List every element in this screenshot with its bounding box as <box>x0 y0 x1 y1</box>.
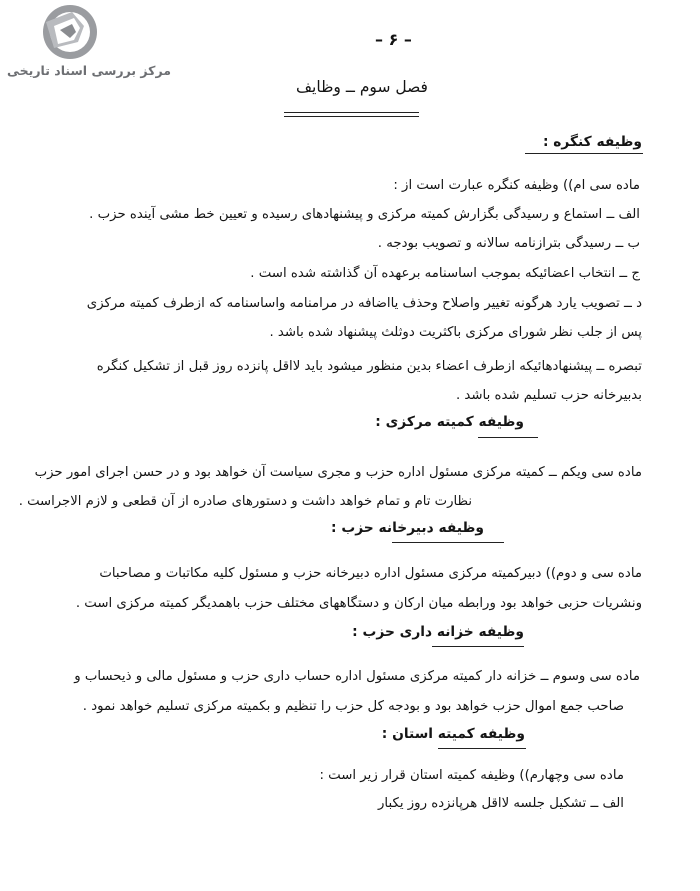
article-30-note: تبصره ــ پیشنهادهائیکه ازطرف اعضاء بدین منظور میشود باید لااقل پانزده روز قبل از تشکیل کنگره <box>96 359 642 374</box>
article-30-intro: ماده سی ام)) وظیفه کنگره عبارت است از : <box>393 178 640 193</box>
article-30-item-d: د ــ تصویب یارد هرگونه تغییر واصلاح وحذف یااضافه در مرامنامه واساسنامه که ازطرف کمیته مرکزی <box>86 296 642 311</box>
archive-center-logo-icon <box>32 2 102 62</box>
heading-underline <box>438 748 526 749</box>
article-30-item-a: الف ــ استماع و رسیدگی بگزارش کمیته مرکزی و پیشنهادهای رسیده و تعیین خط مشی آینده حزب . <box>89 207 640 222</box>
article-34-item-a: الف ــ تشکیل جلسه لااقل هرپانزده روز یکبار <box>377 796 624 811</box>
article-33-line-2: صاحب جمع اموال حزب خواهد بود و بودجه کل حزب را تنظیم و بکمیته مرکزی تسلیم خواهد نمود . <box>82 699 624 714</box>
article-34-intro: ماده سی وچهارم)) وظیفه کمیته استان قرار زیر است : <box>319 768 624 783</box>
section-heading-congress: وظیفه کنگره : <box>542 134 642 150</box>
heading-underline <box>432 646 524 647</box>
article-30-item-c: ج ــ انتخاب اعضائیکه بموجب اساسنامه برعهده آن گذاشته شده است . <box>250 266 640 281</box>
heading-underline <box>392 542 504 543</box>
archive-watermark-text: مرکز بررسی اسناد تاریخی <box>7 63 171 78</box>
article-33-line-1: ماده سی وسوم ــ خزانه دار کمیته مرکزی مسئول اداره حساب داری حزب و مسئول مالی و ذیحساب و <box>74 669 640 684</box>
section-heading-central-committee: وظیفه کمیته مرکزی : <box>375 414 524 430</box>
section-heading-provincial-committee: وظیفه کمیته استان : <box>381 726 525 742</box>
article-31-line-1: ماده سی ویکم ــ کمیته مرکزی مسئول اداره حزب و مجری سیاست آن خواهد بود و در حسن اجرای امور حزب <box>34 465 642 480</box>
chapter-underline-second <box>284 116 419 117</box>
heading-underline <box>525 153 643 154</box>
article-30-item-b: ب ــ رسیدگی بترازنامه سالانه و تصویب بودجه . <box>377 236 640 251</box>
article-30-note-cont: بدبیرخانه حزب تسلیم شده باشد . <box>455 388 642 403</box>
article-32-line-1: ماده سی و دوم)) دبیرکمیته مرکزی مسئول اداره دبیرخانه حزب و مسئول کلیه مکاتبات و مصاحبات <box>99 566 642 581</box>
section-heading-secretariat: وظیفه دبیرخانه حزب : <box>331 520 484 536</box>
article-31-line-2: نظارت تام و تمام خواهد داشت و دستورهای صادره از آن قطعی و لازم الاجراست . <box>18 494 472 509</box>
article-30-item-d-cont: پس از جلب نظر شورای مرکزی باکثریت دوثلث پیشنهاد شده باشد . <box>269 325 642 340</box>
section-heading-treasury: وظیفه خزانه داری حزب : <box>352 624 524 640</box>
page-number: – ۶ – <box>375 30 412 49</box>
chapter-underline <box>284 112 419 113</box>
chapter-title: فصل سوم ــ وظایف <box>296 78 428 96</box>
heading-underline <box>478 437 538 438</box>
article-32-line-2: ونشریات حزبی خواهد بود ورابطه میان ارکان و دستگاههای مختلف حزب باهمدیگر کمیته مرکزی است . <box>75 596 642 611</box>
